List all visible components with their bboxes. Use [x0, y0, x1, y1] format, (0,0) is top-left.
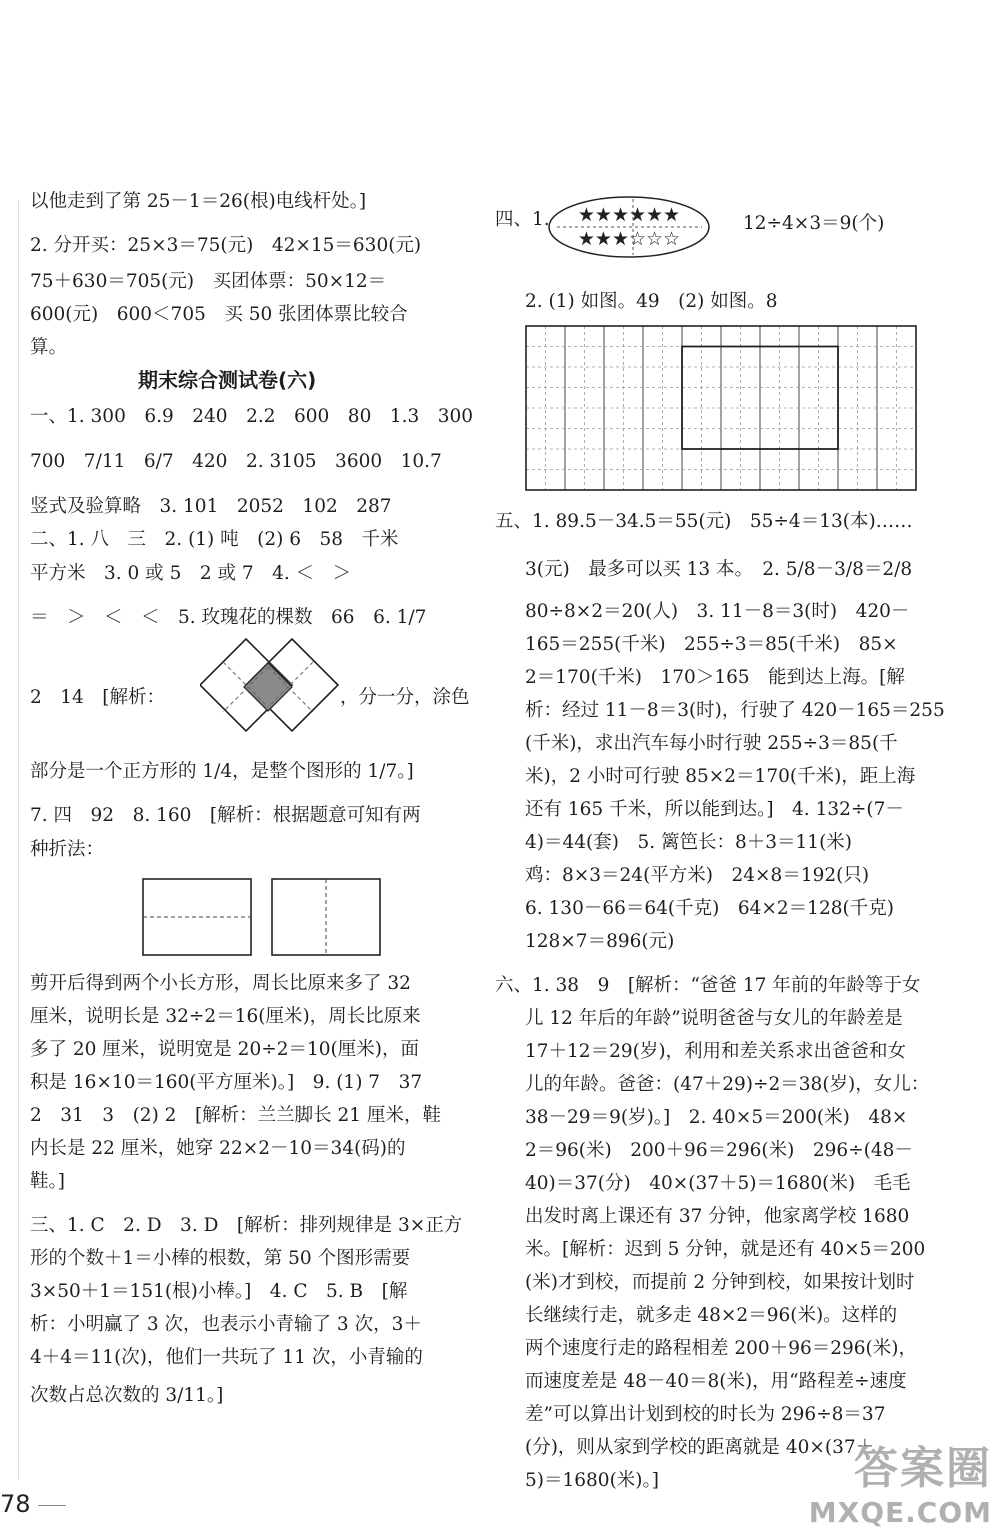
- text-line: 一、1. 300 6.9 240 2.2 600 80 1.3 300: [30, 406, 474, 427]
- text-line: 米。[解析：迟到 5 分钟，就是还有 40×5＝200: [525, 1239, 926, 1260]
- text-line: 剪开后得到两个小长方形，周长比原来多了 32: [30, 973, 411, 994]
- watermark-logo-text: 答案圈: [854, 1443, 992, 1494]
- text-line: 4)＝44(套) 5. 篱笆长：8＋3＝11(米): [525, 832, 853, 853]
- text-line: 165＝255(千米) 255÷3＝85(千米) 85×: [525, 634, 898, 655]
- text-line: 2 31 3 (2) 2 [解析：兰兰脚长 21 厘米，鞋: [30, 1105, 441, 1126]
- text-line: ＝ ＞ ＜ ＜ 5. 玫瑰花的棵数 66 6. 1/7: [30, 607, 427, 628]
- text-line: 3(元) 最多可以买 13 本。 2. 5/8－3/8＝2/8: [525, 559, 913, 580]
- star-row-top: ★★★★★★: [577, 204, 681, 226]
- text-line: 三、1. C 2. D 3. D [解析：排列规律是 3×正方: [30, 1215, 463, 1236]
- text-line: 2. 分开买：25×3＝75(元) 42×15＝630(元): [30, 235, 422, 256]
- text-line: 3×50＋1＝151(根)小棒。] 4. C 5. B [解: [30, 1281, 408, 1302]
- text-line: 2. (1) 如图。49 (2) 如图。8: [525, 291, 778, 312]
- text-line: 2＝96(米) 200＋96＝296(米) 296÷(48－: [525, 1140, 913, 1161]
- page-margin-line: [18, 200, 19, 1480]
- text-line: 析：小明赢了 3 次，也表示小青输了 3 次，3＋: [30, 1314, 422, 1335]
- text-line: 六、1. 38 9 [解析：“爸爸 17 年前的年龄等于女: [495, 975, 921, 996]
- text-line: 析：经过 11－8＝3(时)，行驶了 420－165＝255: [525, 700, 945, 721]
- text-line: (米)才到校，而提前 2 分钟到校，如果按计划时: [525, 1272, 915, 1293]
- text-line: 2 14 [解析：: [30, 687, 166, 708]
- star-ellipse: [547, 195, 712, 259]
- text-line: 38－29＝9(岁)。] 2. 40×5＝200(米) 48×: [525, 1107, 908, 1128]
- fold-rectangles: [142, 878, 392, 958]
- text-line: 17＋12＝29(岁)，利用和差关系求出爸爸和女: [525, 1041, 907, 1062]
- text-line: 差”可以算出计划到校的时长为 296÷8＝37: [525, 1404, 886, 1425]
- text-line: 内长是 22 厘米，她穿 22×2－10＝34(码)的: [30, 1138, 406, 1159]
- text-line: 出发时离上课还有 37 分钟，他家离学校 1680: [525, 1206, 910, 1227]
- text-line: 儿的年龄。爸爸：(47＋29)÷2＝38(岁)，女儿：: [525, 1074, 930, 1095]
- text-line: 6. 130－66＝64(千克) 64×2＝128(千克): [525, 898, 894, 919]
- text-line: 75＋630＝705(元) 买团体票：50×12＝: [30, 271, 387, 292]
- grid-figure: [525, 325, 917, 491]
- text-line: 五、1. 89.5－34.5＝55(元) 55÷4＝13(本)……: [495, 511, 913, 532]
- diamond-figure: [200, 637, 340, 737]
- text-line: 多了 20 厘米，说明宽是 20÷2＝10(厘米)，面: [30, 1039, 419, 1060]
- text-line: 长继续行走，就多走 48×2＝96(米)。这样的: [525, 1305, 898, 1326]
- text-line: 厘米，说明长是 32÷2＝16(厘米)，周长比原来: [30, 1006, 421, 1027]
- text-line: 5)＝1680(米)。]: [525, 1470, 659, 1491]
- text-line: 还有 165 千米，所以能到达。] 4. 132÷(7－: [525, 799, 904, 820]
- text-line: 40)＝37(分) 40×(37＋5)＝1680(米) 毛毛: [525, 1173, 911, 1194]
- footer-line: [38, 1505, 66, 1506]
- text-line: 12÷4×3＝9(个): [743, 213, 885, 234]
- text-line: (分)，则从家到学校的距离就是 40×(37＋: [525, 1437, 875, 1458]
- text-line: 而速度差是 48－40＝8(米)，用“路程差÷速度: [525, 1371, 907, 1392]
- text-line: (千米)，求出汽车每小时行驶 255÷3＝85(千: [525, 733, 898, 754]
- text-line: 四、1.: [495, 209, 550, 230]
- text-line: 2＝170(千米) 170＞165 能到达上海。[解: [525, 667, 905, 688]
- text-line: 平方米 3. 0 或 5 2 或 7 4. ＜ ＞: [30, 563, 352, 584]
- text-line: 128×7＝896(元): [525, 931, 675, 952]
- text-line: 80÷8×2＝20(人) 3. 11－8＝3(时) 420－: [525, 601, 910, 622]
- text-line: 700 7/11 6/7 420 2. 3105 3600 10.7: [30, 451, 442, 472]
- text-line: 种折法：: [30, 839, 105, 860]
- text-line: 以他走到了第 25－1＝26(根)电线杆处。]: [30, 191, 367, 212]
- text-line: 两个速度行走的路程相差 200＋96＝296(米)，: [525, 1338, 917, 1359]
- text-line: 4＋4＝11(次)，他们一共玩了 11 次，小青输的: [30, 1347, 423, 1368]
- text-line: 鞋。]: [30, 1171, 65, 1192]
- watermark: [809, 1432, 992, 1529]
- page-number: 78: [0, 1490, 31, 1518]
- text-line: 部分是一个正方形的 1/4，是整个图形的 1/7。]: [30, 761, 414, 782]
- text-line: 儿 12 年后的年龄”说明爸爸与女儿的年龄差是: [525, 1008, 903, 1029]
- text-line: ，分一分，涂色: [340, 687, 470, 708]
- section-title: 期末综合测试卷(六): [138, 368, 317, 392]
- text-line: 算。: [30, 337, 68, 358]
- text-line: 鸡：8×3＝24(平方米) 24×8＝192(只): [525, 865, 870, 886]
- text-line: 600(元) 600＜705 买 50 张团体票比较合: [30, 304, 408, 325]
- text-line: 米)，2 小时可行驶 85×2＝170(千米)，距上海: [525, 766, 916, 787]
- text-line: 积是 16×10＝160(平方厘米)。] 9. (1) 7 37: [30, 1072, 423, 1093]
- text-line: 二、1. 八 三 2. (1) 吨 (2) 6 58 千米: [30, 529, 399, 550]
- text-line: 竖式及验算略 3. 101 2052 102 287: [30, 496, 392, 517]
- text-line: 形的个数＋1＝小棒的根数，第 50 个图形需要: [30, 1248, 411, 1269]
- watermark-url: MXQE.COM: [808, 1496, 992, 1529]
- text-line: 次数占总次数的 3/11。]: [30, 1385, 224, 1406]
- star-row-bottom: ★★★☆☆☆: [577, 228, 681, 250]
- text-line: 7. 四 92 8. 160 [解析：根据题意可知有两: [30, 805, 421, 826]
